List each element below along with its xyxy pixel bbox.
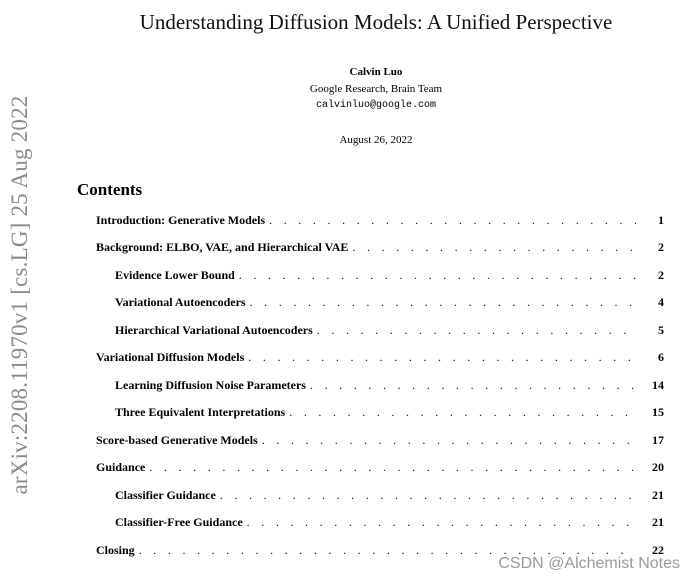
toc-entry-label: Evidence Lower Bound bbox=[115, 268, 235, 282]
arxiv-stamp bbox=[0, 0, 40, 581]
toc-leader-dots bbox=[247, 515, 636, 530]
toc-subentry[interactable] bbox=[115, 488, 664, 504]
toc-entry-label: Background: ELBO, VAE, and Hierarchical VAE bbox=[96, 240, 349, 254]
toc-entry[interactable] bbox=[96, 350, 664, 366]
toc-entry-page: 15 bbox=[652, 405, 664, 419]
toc-leader-dots bbox=[289, 405, 636, 420]
arxiv-id-text: arXiv:2208.11970v1 [cs.LG] 25 Aug 2022 bbox=[7, 95, 32, 495]
toc-entry-label: Closing bbox=[96, 543, 135, 557]
toc-leader-dots bbox=[352, 240, 636, 255]
toc-entry-label: Classifier-Free Guidance bbox=[115, 515, 243, 529]
toc-entry-label: Introduction: Generative Models bbox=[96, 213, 266, 227]
toc-entry-label: Classifier Guidance bbox=[115, 488, 216, 502]
toc-entry-label: Learning Diffusion Noise Parameters bbox=[115, 378, 306, 392]
toc-entry[interactable] bbox=[96, 240, 664, 256]
toc-entry-page: 2 bbox=[658, 268, 664, 282]
toc-entry-page: 17 bbox=[652, 433, 664, 447]
toc-entry-page: 20 bbox=[652, 460, 664, 474]
toc-entry-page: 2 bbox=[658, 240, 664, 254]
toc-leader-dots bbox=[248, 350, 636, 365]
toc-subentry[interactable] bbox=[115, 378, 664, 394]
toc-leader-dots bbox=[149, 460, 636, 475]
toc-entry[interactable] bbox=[96, 460, 664, 476]
paper-date: August 26, 2022 bbox=[339, 134, 413, 146]
toc-leader-dots bbox=[269, 213, 636, 228]
toc-leader-dots bbox=[262, 433, 636, 448]
toc-entry-page: 1 bbox=[658, 213, 664, 227]
toc-leader-dots bbox=[220, 488, 636, 503]
toc-entry-page: 6 bbox=[658, 350, 664, 364]
toc-subentry[interactable] bbox=[115, 323, 664, 339]
toc-leader-dots bbox=[239, 268, 636, 283]
toc-entry-label: Guidance bbox=[96, 460, 146, 474]
toc-entry-page: 21 bbox=[652, 515, 664, 529]
toc-leader-dots bbox=[310, 378, 636, 393]
toc-subentry[interactable] bbox=[115, 515, 664, 531]
toc-entry[interactable] bbox=[96, 213, 664, 229]
toc-entry-label: Hierarchical Variational Autoencoders bbox=[115, 323, 313, 337]
toc-entry-label: Score-based Generative Models bbox=[96, 433, 258, 447]
toc-entry-page: 21 bbox=[652, 488, 664, 502]
toc-leader-dots bbox=[250, 295, 636, 310]
toc-leader-dots bbox=[317, 323, 636, 338]
author-email[interactable]: calvinluo@google.com bbox=[315, 100, 437, 111]
author-name: Calvin Luo bbox=[349, 66, 403, 78]
toc-entry-page: 4 bbox=[658, 295, 664, 309]
contents-heading: Contents bbox=[77, 180, 143, 199]
toc-subentry[interactable] bbox=[115, 295, 664, 311]
toc-entry-label: Variational Autoencoders bbox=[115, 295, 246, 309]
toc-entry-label: Variational Diffusion Models bbox=[96, 350, 245, 364]
toc-entry[interactable] bbox=[96, 433, 664, 449]
toc-entry-page: 5 bbox=[658, 323, 664, 337]
toc-entry-page: 14 bbox=[652, 378, 664, 392]
paper-title: Understanding Diffusion Models: A Unified Perspective bbox=[139, 10, 613, 34]
toc-subentry[interactable] bbox=[115, 268, 664, 284]
csdn-watermark: CSDN @Alchemist Notes bbox=[498, 555, 680, 572]
toc-entry-page: 22 bbox=[652, 543, 664, 557]
author-affiliation: Google Research, Brain Team bbox=[309, 83, 443, 95]
toc-entry-label: Three Equivalent Interpretations bbox=[115, 405, 286, 419]
toc-subentry[interactable] bbox=[115, 405, 664, 421]
